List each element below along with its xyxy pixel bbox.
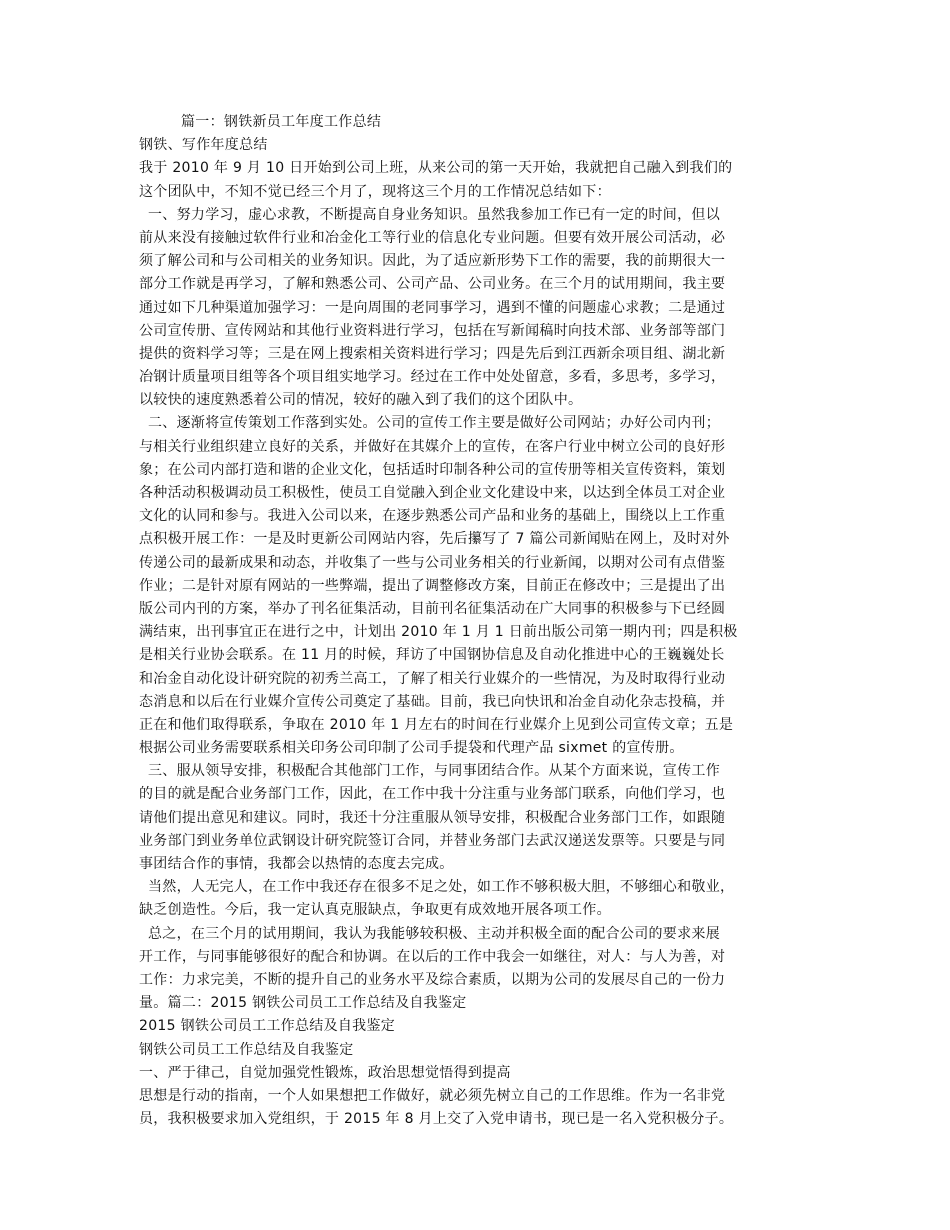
text-line: 和冶金自动化设计研究院的初秀兰高工，了解了相关行业媒介的一些情况，为及时取得行业动 bbox=[139, 670, 726, 687]
document-page bbox=[139, 111, 819, 1131]
text-line: 事团结合作的事情，我都会以热情的态度去完成。 bbox=[139, 856, 454, 872]
document-title: 篇一：钢铁新员工年度工作总结 bbox=[181, 114, 382, 130]
text-line: 我于 2010 年 9 月 10 日开始到公司上班，从来公司的第一天开始，我就把自己融入到我们的 bbox=[139, 160, 733, 177]
text-line: 满结束，出刊事宜正在进行之中，计划出 2010 年 1 月 1 日前出版公司第一期内刊；四是积极 bbox=[139, 624, 738, 641]
text-line: 提供的资料学习等；三是在网上搜索相关资料进行学习；四是先后到江西新余项目组、湖北新 bbox=[139, 345, 726, 362]
section-heading-line: 三、服从领导安排，积极配合其他部门工作，与同事团结合作。从某个方面来说，宣传工作 bbox=[148, 763, 720, 780]
text-line: 各种活动积极调动员工积极性，使员工自觉融入到企业文化建设中来，以达到全体员工对企业 bbox=[139, 485, 726, 501]
text-line: 的目的就是配合业务部门工作，因此，在工作中我十分注重与业务部门联系，向他们学习，也 bbox=[139, 786, 726, 803]
section-heading-line: 二、逐渐将宣传策划工作落到实处。公司的宣传工作主要是做好公司网站；办好公司内刊； bbox=[148, 415, 720, 432]
text-line: 业务部门到业务单位武钢设计研究院签订合同，并替业务部门去武汉递送发票等。只要是与同 bbox=[139, 832, 726, 849]
text-line: 这个团队中，不知不觉已经三个月了，现将这三个月的工作情况总结如下： bbox=[139, 183, 611, 200]
text-line: 正在和他们取得联系，争取在 2010 年 1 月左右的时间在行业媒介上见到公司宣传文章；五是 bbox=[139, 716, 734, 733]
section-heading-line: 一、努力学习，虚心求教，不断提高自身业务知识。虽然我参加工作已有一定的时间，但以 bbox=[148, 206, 720, 223]
subtitle-line: 钢铁、写作年度总结 bbox=[139, 137, 268, 154]
text-line: 量。篇二：2015 钢铁公司员工工作总结及自我鉴定 bbox=[139, 995, 467, 1012]
text-line: 一、严于律己，自觉加强党性锻炼，政治思想觉悟得到提高 bbox=[139, 1064, 511, 1081]
text-line: 请他们提出意见和建议。同时，我还十分注重服从领导安排，积极配合业务部门工作，如跟随 bbox=[139, 809, 726, 826]
text-line: 版公司内刊的方案，举办了刊名征集活动，目前刊名征集活动在广大同事的积极参与下已经圆 bbox=[139, 600, 726, 617]
text-line: 作业；二是针对原有网站的一些弊端，提出了调整修改方案，目前正在修改中；三是提出了出 bbox=[139, 577, 726, 594]
text-line: 传递公司的最新成果和动态，并收集了一些与公司业务相关的行业新闻，以期对公司有点借鉴 bbox=[139, 554, 726, 571]
text-line: 前从来没有接触过软件行业和冶金化工等行业的信息化专业问题。但要有效开展公司活动，必 bbox=[139, 229, 726, 246]
text-line: 开工作，与同事能够很好的配合和协调。在以后的工作中我会一如继往，对人：与人为善，对 bbox=[139, 948, 726, 965]
paragraph-start-line: 当然，人无完人，在工作中我还存在很多不足之处，如工作不够积极大胆，不够细心和敬业， bbox=[148, 879, 735, 896]
paragraph-start-line: 总之，在三个月的试用期间，我认为我能够较积极、主动并积极全面的配合公司的要求来展 bbox=[148, 925, 720, 942]
text-line: 部分工作就是再学习，了解和熟悉公司、公司产品、公司业务。在三个月的试用期间，我主要 bbox=[139, 276, 726, 293]
text-line: 思想是行动的指南，一个人如果想把工作做好，就必须先树立自己的工作思维。作为一名非党 bbox=[139, 1087, 726, 1104]
text-line: 员，我积极要求加入党组织，于 2015 年 8 月上交了入党申请书，现已是一名入党积极分子。 bbox=[139, 1111, 734, 1128]
text-line: 钢铁公司员工工作总结及自我鉴定 bbox=[139, 1041, 354, 1058]
text-line: 点积极开展工作：一是及时更新公司网站内容，先后攥写了 7 篇公司新闻贴在网上，及时对外 bbox=[139, 531, 730, 548]
text-line: 通过如下几种渠道加强学习：一是向周围的老同事学习，遇到不懂的问题虚心求教；二是通过 bbox=[139, 299, 726, 316]
text-line: 以较快的速度熟悉着公司的情况，较好的融入到了我们的这个团队中。 bbox=[139, 392, 583, 409]
text-line: 公司宣传册、宣传网站和其他行业资料进行学习，包括在写新闻稿时向技术部、业务部等部门 bbox=[139, 322, 726, 339]
text-line: 冶钢计质量项目组等各个项目组实地学习。经过在工作中处处留意，多看，多思考，多学习， bbox=[139, 369, 726, 386]
text-line: 文化的认同和参与。我进入公司以来，在逐步熟悉公司产品和业务的基础上，围绕以上工作重 bbox=[139, 508, 726, 525]
text-line: 态消息和以后在行业媒介宣传公司奠定了基础。目前，我已向快讯和冶金自动化杂志投稿，并 bbox=[139, 693, 726, 710]
text-line: 与相关行业组织建立良好的关系，并做好在其媒介上的宣传，在客户行业中树立公司的良好形 bbox=[139, 438, 726, 455]
text-line: 是相关行业协会联系。在 11 月的时候，拜访了中国钢协信息及自动化推进中心的王巍巍处长 bbox=[139, 647, 725, 664]
text-line: 工作：力求完美，不断的提升自己的业务水平及综合素质，以期为公司的发展尽自己的一份力 bbox=[139, 971, 726, 988]
text-line: 根据公司业务需要联系相关印务公司印制了公司手提袋和代理产品 sixmet 的宣传册。 bbox=[139, 740, 684, 757]
text-line: 2015 钢铁公司员工工作总结及自我鉴定 bbox=[139, 1018, 396, 1035]
text-line: 须了解公司和与公司相关的业务知识。因此，为了适应新形势下工作的需要，我的前期很大一 bbox=[139, 253, 726, 270]
text-line: 缺乏创造性。今后，我一定认真克服缺点，争取更有成效地开展各项工作。 bbox=[139, 902, 611, 919]
text-line: 象；在公司内部打造和谐的企业文化，包括适时印制各种公司的宣传册等相关宣传资料，策划 bbox=[139, 461, 726, 478]
